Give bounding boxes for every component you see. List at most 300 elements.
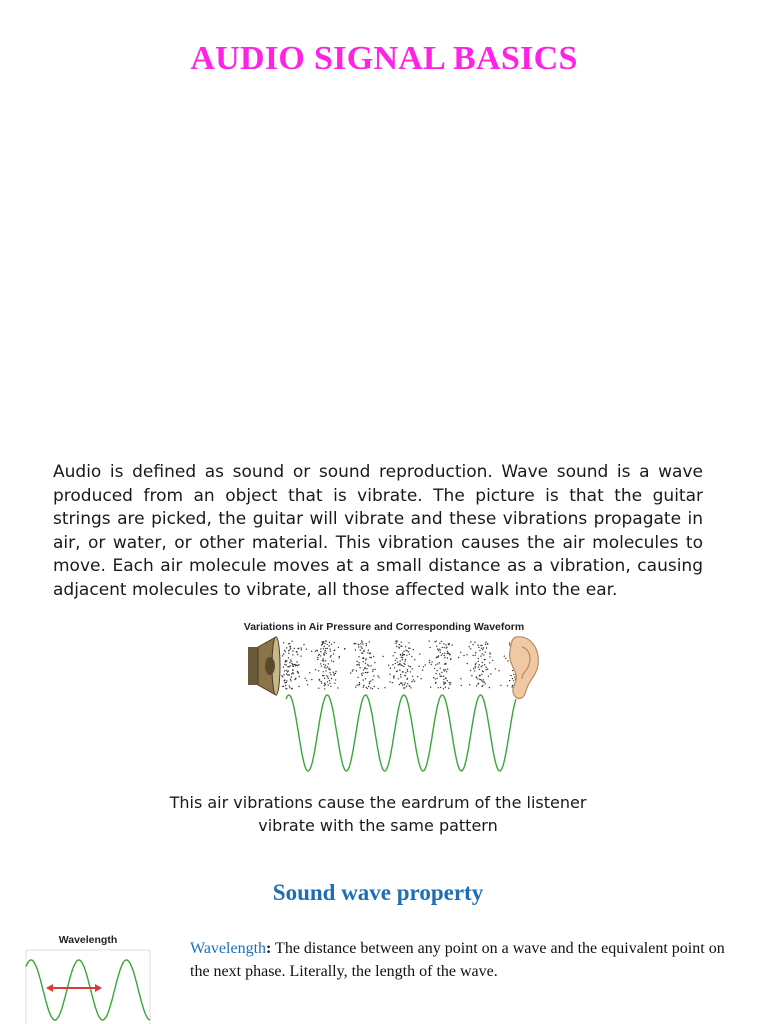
air-molecule-dot (422, 670, 423, 671)
air-molecule-dot (322, 660, 323, 661)
air-molecule-dot (286, 670, 287, 671)
air-molecule-dot (429, 660, 430, 661)
air-molecule-dot (335, 671, 336, 672)
air-molecule-dot (315, 651, 316, 652)
air-molecule-dot (329, 672, 330, 673)
air-molecule-dot (362, 675, 363, 676)
air-molecule-dot (395, 660, 396, 661)
air-molecule-dot (435, 678, 436, 679)
air-molecule-dot (438, 687, 439, 688)
air-molecule-dot (402, 665, 403, 666)
air-molecule-dot (358, 662, 359, 663)
air-molecule-dot (344, 648, 345, 649)
air-molecule-dot (334, 650, 335, 651)
air-molecule-dot (423, 666, 424, 667)
air-molecule-dot (291, 641, 292, 642)
air-molecule-dot (489, 687, 490, 688)
air-molecule-dot (512, 678, 513, 679)
air-molecule-dot (404, 654, 405, 655)
air-molecule-dot (434, 668, 435, 669)
air-molecule-dot (363, 679, 364, 680)
air-molecule-dot (331, 644, 332, 645)
air-molecule-dot (399, 669, 400, 670)
air-molecule-dot (292, 669, 293, 670)
air-molecule-dot (483, 681, 484, 682)
air-molecule-dot (356, 664, 357, 665)
air-molecule-dot (367, 688, 368, 689)
air-molecule-dot (409, 648, 410, 649)
air-molecule-dot (466, 654, 467, 655)
air-molecule-dot (447, 680, 448, 681)
air-molecule-dot (358, 684, 359, 685)
air-molecule-dot (299, 676, 300, 677)
air-molecule-dot (481, 666, 482, 667)
air-molecule-dot (400, 676, 401, 677)
air-molecule-dot (511, 686, 512, 687)
air-molecule-dot (444, 647, 445, 648)
air-molecule-dot (368, 665, 369, 666)
air-molecule-dot (292, 665, 293, 666)
air-molecule-dot (289, 685, 290, 686)
air-molecule-dot (446, 671, 447, 672)
air-molecule-dot (400, 682, 401, 683)
air-molecule-dot (355, 649, 356, 650)
air-molecule-dot (398, 678, 399, 679)
air-molecule-dot (320, 681, 321, 682)
air-molecule-dot (442, 653, 443, 654)
air-molecule-dot (378, 677, 379, 678)
air-molecule-dot (358, 644, 359, 645)
air-molecule-dot (478, 661, 479, 662)
air-molecule-dot (484, 659, 485, 660)
air-molecule-dot (405, 660, 406, 661)
air-molecule-dot (323, 664, 324, 665)
air-molecule-dot (482, 665, 483, 666)
air-molecule-dot (324, 678, 325, 679)
air-molecule-dot (292, 650, 293, 651)
air-molecule-dot (362, 653, 363, 654)
air-molecule-dot (438, 650, 439, 651)
air-molecule-dot (328, 663, 329, 664)
air-molecule-dot (324, 688, 325, 689)
air-molecule-dot (460, 678, 461, 679)
air-molecule-dot (286, 664, 287, 665)
air-molecule-dot (352, 669, 353, 670)
wavelength-label: Wavelength (58, 934, 118, 946)
air-molecule-dot (363, 661, 364, 662)
air-pressure-figure (226, 617, 542, 777)
air-molecule-dot (479, 675, 480, 676)
air-molecule-dot (409, 686, 410, 687)
air-molecule-dot (440, 668, 441, 669)
caption-line-2: vibrate with the same pattern (258, 816, 498, 835)
air-molecule-dot (488, 676, 489, 677)
air-molecule-dot (329, 649, 330, 650)
air-molecule-dot (286, 647, 287, 648)
air-molecule-dot (358, 646, 359, 647)
air-molecule-dot (285, 651, 286, 652)
air-molecule-dot (405, 682, 406, 683)
air-molecule-dot (394, 652, 395, 653)
air-molecule-dot (370, 687, 371, 688)
air-molecule-dot (324, 646, 325, 647)
air-molecule-dot (443, 669, 444, 670)
air-molecule-dot (479, 669, 480, 670)
air-molecule-dot (323, 658, 324, 659)
air-molecule-dot (354, 643, 355, 644)
air-molecule-dot (298, 672, 299, 673)
air-molecule-dot (447, 668, 448, 669)
air-molecule-dot (509, 680, 510, 681)
air-molecule-dot (288, 653, 289, 654)
air-molecule-dot (388, 665, 389, 666)
air-molecule-dot (285, 688, 286, 689)
air-molecule-dot (323, 675, 324, 676)
air-molecule-dot (305, 678, 306, 679)
air-molecule-dot (334, 642, 335, 643)
air-molecule-dot (393, 655, 394, 656)
air-molecule-dot (283, 667, 284, 668)
air-molecule-dot (404, 684, 405, 685)
air-molecule-dot (461, 685, 462, 686)
air-molecule-dot (475, 666, 476, 667)
air-molecule-dot (289, 649, 290, 650)
air-molecule-dot (450, 659, 451, 660)
air-molecule-dot (359, 664, 360, 665)
air-molecule-dot (489, 653, 490, 654)
wavelength-figure (22, 930, 154, 1024)
air-molecule-dot (317, 659, 318, 660)
air-molecule-dot (329, 680, 330, 681)
air-molecule-dot (436, 673, 437, 674)
air-molecule-dot (439, 662, 440, 663)
air-molecule-dot (443, 684, 444, 685)
air-molecule-dot (377, 675, 378, 676)
air-molecule-dot (358, 656, 359, 657)
air-molecule-dot (320, 651, 321, 652)
air-molecule-dot (512, 685, 513, 686)
air-molecule-dot (362, 643, 363, 644)
air-molecule-dot (445, 687, 446, 688)
air-molecule-dot (411, 656, 412, 657)
air-molecule-dot (373, 656, 374, 657)
air-molecule-dot (405, 646, 406, 647)
air-molecule-dot (319, 654, 320, 655)
air-molecule-dot (486, 647, 487, 648)
air-molecule-dot (367, 652, 368, 653)
air-molecule-dot (316, 650, 317, 651)
air-molecule-dot (359, 682, 360, 683)
air-molecule-dot (324, 652, 325, 653)
air-molecule-dot (328, 684, 329, 685)
air-molecule-dot (356, 670, 357, 671)
air-molecule-dot (410, 671, 411, 672)
air-molecule-dot (339, 656, 340, 657)
air-molecule-dot (402, 659, 403, 660)
air-molecule-dot (329, 668, 330, 669)
air-molecule-dot (408, 665, 409, 666)
figure-title: Variations in Air Pressure and Corresponding Waveform (243, 621, 525, 633)
air-molecule-dot (467, 663, 468, 664)
air-molecule-dot (440, 676, 441, 677)
air-molecule-dot (372, 669, 373, 670)
air-molecule-dot (286, 660, 287, 661)
air-molecule-dot (334, 673, 335, 674)
air-molecule-dot (366, 687, 367, 688)
air-molecule-dot (396, 646, 397, 647)
definition-term: Wavelength (190, 940, 267, 957)
air-molecule-dot (407, 650, 408, 651)
air-molecule-dot (330, 655, 331, 656)
air-molecule-dot (289, 662, 290, 663)
air-molecule-dot (437, 678, 438, 679)
air-molecule-dot (405, 659, 406, 660)
air-molecule-dot (300, 655, 301, 656)
air-molecule-dot (478, 658, 479, 659)
air-molecule-dot (282, 655, 283, 656)
air-molecule-dot (288, 670, 289, 671)
waveform-line (286, 695, 516, 771)
air-molecule-dot (322, 644, 323, 645)
air-molecule-dot (295, 678, 296, 679)
air-molecule-dot (489, 662, 490, 663)
air-molecule-dot (442, 647, 443, 648)
air-molecule-dot (330, 651, 331, 652)
air-molecule-dot (325, 665, 326, 666)
air-molecule-dot (352, 670, 353, 671)
air-molecule-dot (369, 681, 370, 682)
air-molecule-dot (471, 675, 472, 676)
air-molecule-dot (444, 670, 445, 671)
air-molecule-dot (338, 647, 339, 648)
air-molecule-dot (412, 676, 413, 677)
air-molecule-dot (365, 658, 366, 659)
air-molecule-dot (356, 685, 357, 686)
air-molecule-dot (500, 685, 501, 686)
air-molecule-dot (475, 652, 476, 653)
air-molecule-dot (411, 681, 412, 682)
air-molecule-dot (361, 648, 362, 649)
air-molecule-dot (286, 680, 287, 681)
air-molecule-dot (370, 680, 371, 681)
air-molecule-dot (492, 660, 493, 661)
air-molecule-dot (439, 643, 440, 644)
air-molecule-dot (296, 661, 297, 662)
air-molecule-dot (478, 666, 479, 667)
air-molecule-dot (408, 642, 409, 643)
air-molecule-dot (324, 654, 325, 655)
air-molecule-dot (470, 641, 471, 642)
air-molecule-dot (320, 655, 321, 656)
air-molecule-dot (412, 668, 413, 669)
air-molecule-dot (484, 682, 485, 683)
air-molecule-dot (306, 680, 307, 681)
air-molecule-dot (327, 681, 328, 682)
air-molecule-dot (292, 672, 293, 673)
air-molecule-dot (481, 686, 482, 687)
air-molecule-dot (449, 682, 450, 683)
air-molecule-dot (364, 667, 365, 668)
air-molecule-dot (403, 666, 404, 667)
air-molecule-dot (291, 676, 292, 677)
air-molecule-dot (481, 674, 482, 675)
air-molecule-dot (477, 645, 478, 646)
air-molecule-dot (430, 687, 431, 688)
air-molecule-dot (334, 683, 335, 684)
air-molecule-dot (514, 676, 515, 677)
air-molecule-dot (470, 670, 471, 671)
air-molecule-dot (405, 672, 406, 673)
air-molecule-dot (325, 670, 326, 671)
air-molecule-dot (446, 647, 447, 648)
air-molecule-dot (301, 649, 302, 650)
air-molecule-dot (443, 643, 444, 644)
air-molecule-dot (482, 670, 483, 671)
air-molecule-dot (482, 662, 483, 663)
wavelength-arrow (46, 984, 102, 992)
air-molecule-dot (396, 671, 397, 672)
air-molecule-dot (441, 641, 442, 642)
air-molecule-dot (320, 648, 321, 649)
air-molecule-dot (448, 688, 449, 689)
air-molecule-dot (400, 654, 401, 655)
air-molecule-dot (440, 652, 441, 653)
air-molecule-dot (330, 674, 331, 675)
air-molecule-dot (366, 668, 367, 669)
air-molecule-dot (477, 678, 478, 679)
air-molecule-dot (329, 642, 330, 643)
definition-text: The distance between any point on a wave and the equivalent point on the next phase. Literally, the length of the wave. (190, 940, 725, 980)
wavelength-wave (26, 960, 150, 1020)
air-molecule-dot (400, 664, 401, 665)
air-molecule-dot (474, 670, 475, 671)
air-molecule-dot (429, 640, 430, 641)
air-molecule-dot (289, 646, 290, 647)
air-molecule-dot (473, 668, 474, 669)
air-molecule-dot (413, 649, 414, 650)
air-molecule-dot (399, 664, 400, 665)
air-molecule-dot (419, 653, 420, 654)
air-molecule-dot (366, 645, 367, 646)
air-molecule-dot (458, 657, 459, 658)
air-molecule-dot (510, 675, 511, 676)
air-molecule-dot (290, 661, 291, 662)
air-molecule-dot (484, 664, 485, 665)
air-molecule-dot (322, 641, 323, 642)
air-molecule-dot (402, 684, 403, 685)
air-molecule-dot (399, 644, 400, 645)
air-molecule-dot (290, 659, 291, 660)
air-molecule-dot (372, 679, 373, 680)
air-molecule-dot (406, 686, 407, 687)
air-molecule-dot (485, 683, 486, 684)
air-molecule-dot (403, 651, 404, 652)
air-molecule-dot (407, 683, 408, 684)
air-molecule-dot (406, 679, 407, 680)
air-molecule-dot (284, 650, 285, 651)
air-molecule-dot (350, 672, 351, 673)
air-molecule-dot (329, 683, 330, 684)
air-molecule-dot (290, 680, 291, 681)
air-molecule-dot (362, 672, 363, 673)
intro-paragraph: Audio is defined as sound or sound reproduction. Wave sound is a wave produced from an object that is vibrate. The picture is that the guitar strings are picked, the guitar will vibrate and these vibrations propagate in air, or water, or other material. This vibration causes the air molecules to move. Each air molecule moves at a small distance as a vibration, causing adjacent molecules to vibrate, all those affected walk into the ear. (53, 462, 703, 600)
air-molecule-dot (481, 645, 482, 646)
air-molecule-dot (292, 664, 293, 665)
air-molecule-dot (309, 672, 310, 673)
air-molecule-dot (444, 655, 445, 656)
air-molecule-dot (445, 644, 446, 645)
air-molecule-dot (333, 672, 334, 673)
air-molecule-dot (482, 649, 483, 650)
air-molecule-dot (513, 680, 514, 681)
air-molecule-dot (400, 645, 401, 646)
air-molecule-dot (396, 641, 397, 642)
air-molecule-dot (329, 669, 330, 670)
air-molecule-dot (402, 671, 403, 672)
air-molecule-dot (449, 654, 450, 655)
air-molecule-dot (512, 670, 513, 671)
air-molecule-dot (407, 671, 408, 672)
air-molecule-dot (396, 658, 397, 659)
air-molecule-dot (361, 640, 362, 641)
air-molecule-dot (368, 650, 369, 651)
air-molecule-dot (441, 655, 442, 656)
air-molecule-dot (481, 648, 482, 649)
air-molecule-dot (294, 648, 295, 649)
air-molecule-dot (384, 687, 385, 688)
air-molecule-dot (335, 679, 336, 680)
air-molecule-dot (317, 657, 318, 658)
air-molecule-dot (433, 677, 434, 678)
air-molecule-dot (469, 684, 470, 685)
air-molecule-dot (371, 657, 372, 658)
air-molecule-dot (417, 676, 418, 677)
air-molecule-dot (290, 679, 291, 680)
air-molecule-dot (378, 688, 379, 689)
air-molecule-dot (283, 642, 284, 643)
air-molecule-dot (320, 663, 321, 664)
air-molecule-dot (480, 655, 481, 656)
air-molecule-dot (407, 669, 408, 670)
air-molecule-dot (324, 666, 325, 667)
air-molecule-dot (463, 655, 464, 656)
air-molecule-dot (390, 668, 391, 669)
air-molecule-dot (399, 684, 400, 685)
caption-line-1: This air vibrations cause the eardrum of the listener (169, 793, 587, 812)
air-molecule-dot (472, 644, 473, 645)
air-molecule-dot (404, 675, 405, 676)
air-molecule-dot (439, 673, 440, 674)
air-molecule-dot (290, 648, 291, 649)
air-molecule-dot (487, 668, 488, 669)
air-molecule-dot (290, 665, 291, 666)
air-molecule-dot (285, 685, 286, 686)
air-molecule-dot (481, 680, 482, 681)
air-molecule-dot (297, 648, 298, 649)
air-molecule-dot (303, 644, 304, 645)
air-molecule-dot (404, 687, 405, 688)
air-molecule-dot (363, 686, 364, 687)
air-molecule-dot (504, 656, 505, 657)
air-molecule-dot (513, 674, 514, 675)
air-molecule-dot (374, 669, 375, 670)
air-molecule-dot (323, 642, 324, 643)
air-molecule-dot (477, 683, 478, 684)
air-molecule-dot (331, 678, 332, 679)
air-molecule-dot (325, 648, 326, 649)
air-molecule-dot (402, 657, 403, 658)
air-molecule-dot (298, 664, 299, 665)
